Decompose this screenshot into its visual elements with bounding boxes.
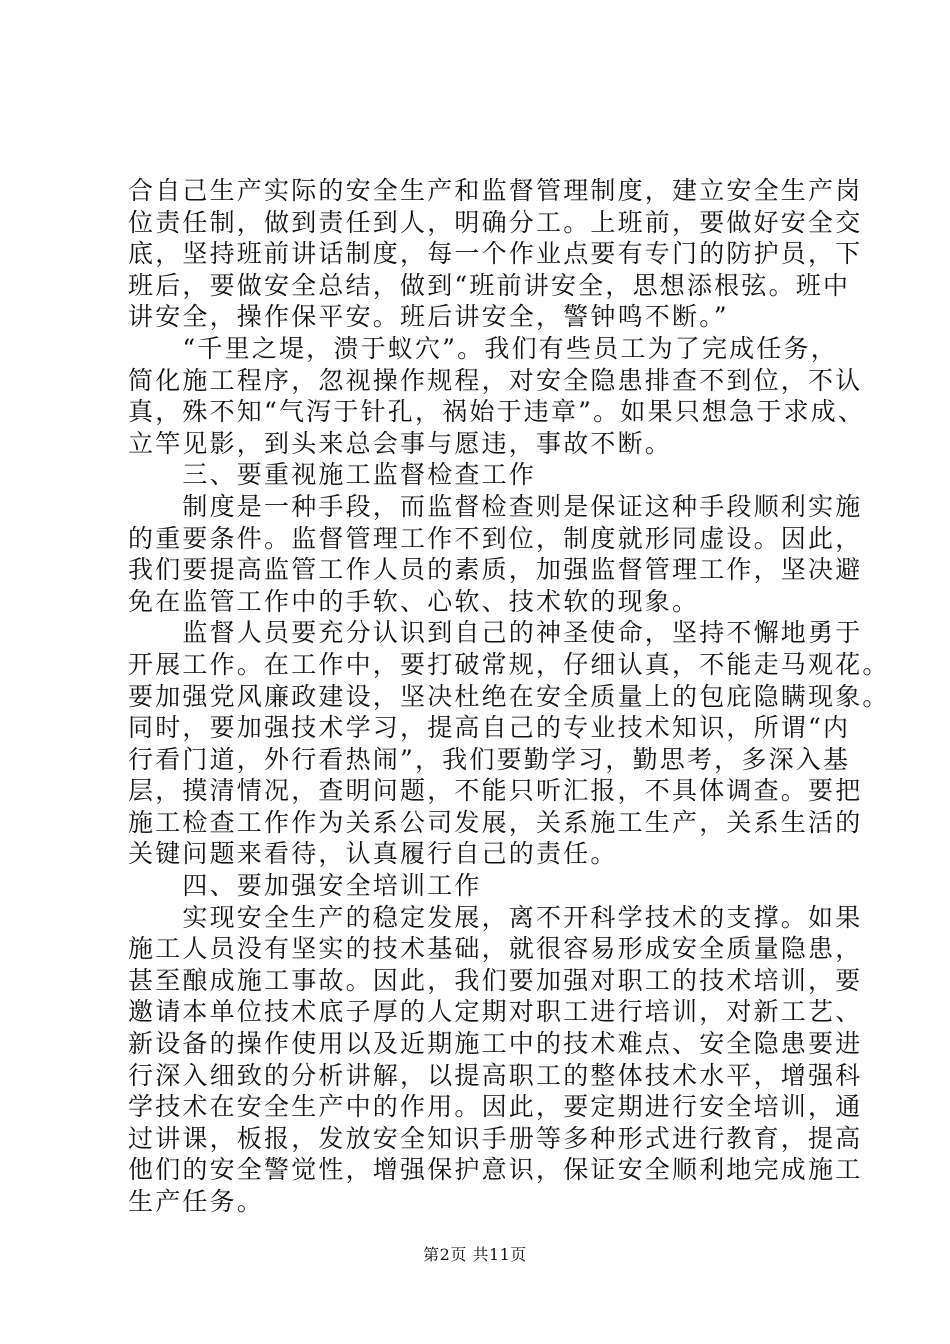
text-line: 行深入细致的分析讲解，以提高职工的整体技术水平，增强科 [128, 1060, 863, 1090]
text-line: 免在监管工作中的手软、心软、技术软的现象。 [128, 586, 700, 616]
text-line: 他们的安全警觉性，增强保护意识，保证安全顺利地完成施工 [128, 1155, 863, 1185]
text-line: 我们要提高监管工作人员的素质，加强监督管理工作，坚决避 [128, 555, 863, 585]
text-line: 要加强党风廉政建设，坚决杜绝在安全质量上的包庇隐瞒现象。 [128, 681, 890, 711]
page-number-footer: 第2页 共11页 [423, 1245, 527, 1264]
text-line: 真，殊不知“气泻于针孔，祸始于违章”。如果只想急于求成、 [128, 397, 866, 427]
text-line: 施工人员没有坚实的技术基础，就很容易形成安全质量隐患， [128, 934, 863, 964]
text-line: 行看门道，外行看热闹”，我们要勤学习，勤思考，多深入基 [128, 744, 851, 774]
text-line: 的重要条件。监督管理工作不到位，制度就形同虚设。因此， [128, 523, 863, 553]
text-line: 关键问题来看待，认真履行自己的责任。 [128, 839, 618, 869]
text-line: 学技术在安全生产中的作用。因此，要定期进行安全培训，通 [128, 1092, 863, 1122]
text-line: 施工检查工作作为关系公司发展，关系施工生产，关系生活的 [128, 807, 863, 837]
section-heading: 四、要加强安全培训工作 [128, 871, 482, 901]
text-line: “千里之堤，溃于蚁穴”。我们有些员工为了完成任务， [128, 333, 838, 363]
text-line: 底，坚持班前讲话制度，每一个作业点要有专门的防护员，下 [128, 239, 863, 269]
text-line: 合自己生产实际的安全生产和监督管理制度，建立安全生产岗 [128, 176, 863, 205]
text-line: 班后，要做安全总结，做到“班前讲安全，思想添根弦。班中 [128, 270, 851, 300]
text-line: 生产任务。 [128, 1187, 265, 1216]
text-line: 制度是一种手段，而监督检查则是保证这种手段顺利实施 [128, 491, 863, 521]
text-line: 过讲课，板报，发放安全知识手册等多种形式进行教育，提高 [128, 1123, 863, 1153]
document-body [128, 175, 890, 1218]
section-heading: 三、要重视施工监督检查工作 [128, 460, 537, 490]
text-line: 简化施工程序，忽视操作规程，对安全隐患排查不到位，不认 [128, 365, 863, 395]
text-line: 层，摸清情况，查明问题，不能只听汇报，不具体调查。要把 [128, 776, 863, 806]
text-line: 立竿见影，到头来总会事与愿违，事故不断。 [128, 428, 673, 458]
text-line: 邀请本单位技术底子厚的人定期对职工进行培训，对新工艺、 [128, 997, 863, 1027]
text-line: 同时，要加强技术学习，提高自己的专业技术知识，所谓“内 [128, 713, 851, 743]
text-line: 位责任制，做到责任到人，明确分工。上班前，要做好安全交 [128, 207, 863, 237]
text-line: 监督人员要充分认识到自己的神圣使命，坚持不懈地勇于 [128, 618, 863, 648]
text-line: 讲安全，操作保平安。班后讲安全，警钟鸣不断。” [128, 302, 729, 332]
text-line: 新设备的操作使用以及近期施工中的技术难点、安全隐患要进 [128, 1029, 863, 1059]
text-line: 开展工作。在工作中，要打破常规，仔细认真，不能走马观花。 [128, 649, 890, 679]
text-line: 实现安全生产的稳定发展，离不开科学技术的支撑。如果 [128, 902, 863, 932]
text-line: 甚至酿成施工事故。因此，我们要加强对职工的技术培训，要 [128, 965, 863, 995]
